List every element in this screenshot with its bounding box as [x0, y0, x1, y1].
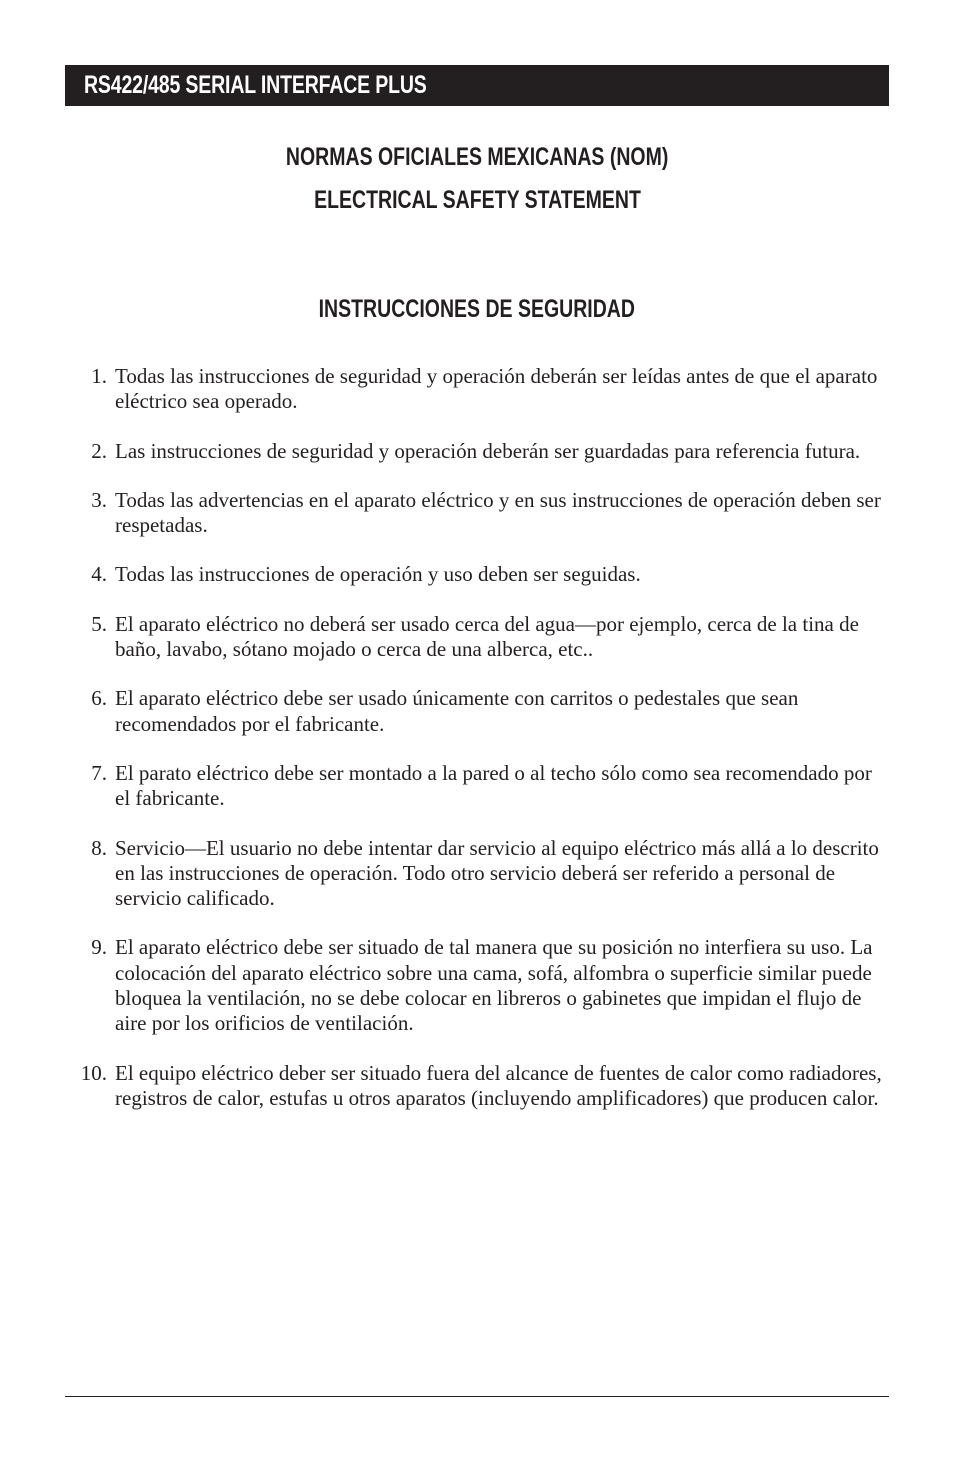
item-text: Las instrucciones de seguridad y operación deberán ser guardadas para referencia futura.	[115, 438, 861, 463]
item-text: El equipo eléctrico deber ser situado fuera del alcance de fuentes de calor como radiadores, registros de calor, estufas u otros aparatos (incluyendo amplificadores) que producen calor.	[115, 1060, 882, 1110]
list-item	[65, 686, 889, 737]
item-number: 1.	[91, 364, 107, 388]
list-item	[65, 439, 889, 464]
list-item	[65, 562, 889, 587]
item-number: 5.	[91, 611, 107, 636]
item-number: 9.	[91, 935, 107, 960]
item-text: Servicio—El usuario no debe intentar dar servicio al equipo eléctrico más allá a lo descrito en las instrucciones de operación. Todo otro servicio deberá ser referido a personal de servicio calificado.	[115, 835, 879, 911]
item-text: El aparato eléctrico no deberá ser usado cerca del agua—por ejemplo, cerca de la tina de baño, lavabo, sótano mojado o cerca de una alberca, etc..	[115, 611, 859, 662]
safety-instructions-list	[65, 364, 889, 1135]
item-number: 10.	[80, 1060, 107, 1085]
heading-safety-statement	[0, 185, 954, 215]
item-number: 2.	[91, 438, 107, 463]
document-title: RS422/485 SERIAL INTERFACE PLUS	[84, 71, 427, 99]
section-heading	[0, 294, 954, 324]
list-item	[65, 488, 889, 539]
item-number: 8.	[91, 835, 107, 860]
heading-nom-text: NORMAS OFICIALES MEXICANAS (NOM)	[285, 143, 669, 171]
item-text: El aparato eléctrico debe ser situado de tal manera que su posición no interfiera su uso. La colocación del aparato eléctrico sobre una cama, sofá, alfombra o superficie similar puede bloquea la ventilación, no se debe colocar en libreros o gabinetes que impidan el flujo de aire por los orificios de ventilación.	[115, 935, 873, 1036]
item-number: 6.	[91, 686, 107, 711]
heading-nom	[0, 142, 954, 172]
list-item	[65, 612, 889, 663]
heading-safety-statement-text: ELECTRICAL SAFETY STATEMENT	[313, 186, 641, 214]
list-item	[65, 364, 889, 415]
item-text: El parato eléctrico debe ser montado a la pared o al techo sólo como sea recomendado por el fabricante.	[115, 760, 872, 811]
section-heading-text: INSTRUCCIONES DE SEGURIDAD	[318, 295, 636, 323]
item-number: 3.	[91, 487, 107, 512]
item-text: El aparato eléctrico debe ser usado únicamente con carritos o pedestales que sean recomendados por el fabricante.	[115, 686, 799, 736]
item-text: Todas las instrucciones de operación y uso deben ser seguidas.	[115, 562, 641, 587]
list-item	[65, 836, 889, 912]
item-number: 7.	[91, 760, 107, 785]
list-item	[65, 761, 889, 812]
list-item	[65, 1061, 889, 1112]
item-text: Todas las instrucciones de seguridad y operación deberán ser leídas antes de que el aparato eléctrico sea operado.	[115, 364, 878, 414]
item-number: 4.	[91, 562, 107, 587]
footer-divider	[65, 1396, 889, 1397]
list-item	[65, 935, 889, 1036]
item-text: Todas las advertencias en el aparato eléctrico y en sus instrucciones de operación deben ser respetadas.	[115, 487, 881, 538]
header-bar	[65, 65, 889, 106]
